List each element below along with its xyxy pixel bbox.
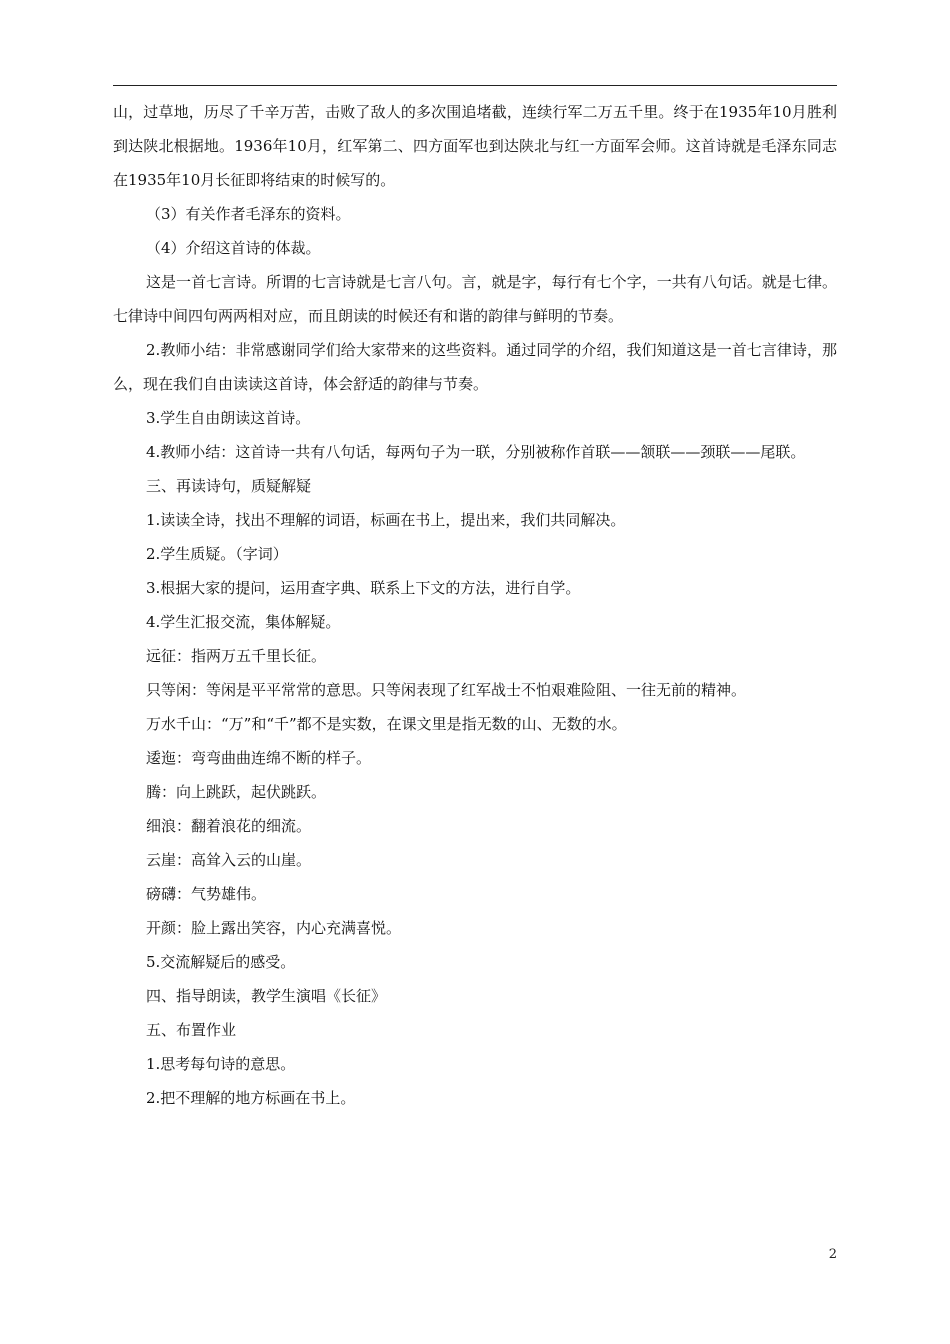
- section-heading-5: 五、布置作业: [146, 1021, 237, 1039]
- paragraph-1: 山，过草地，历尽了千辛万苦，击败了敌人的多次围追堵截，连续行军二万五千里。终于在1935年10月胜利到达陕北根据地。1936年10月，红军第二、四方面军也到达陕北与红一方面军会师。这首诗就是毛泽东同志在1935年10月长征即将结束的时候写的。: [113, 103, 837, 189]
- definition-yuanzheng: 远征：指两万五千里长征。: [146, 647, 327, 665]
- section-heading-4: 四、指导朗读，教学生演唱《长征》: [146, 987, 387, 1005]
- paragraph-3: （4）介绍这首诗的体裁。: [146, 239, 321, 257]
- homework-item-1: 1.思考每句诗的意思。: [146, 1055, 296, 1073]
- paragraph-12: 4.学生汇报交流，集体解疑。: [146, 613, 341, 631]
- section-heading-3: 三、再读诗句，质疑解疑: [146, 477, 312, 495]
- header-rule: [113, 85, 837, 86]
- definition-pangbo: 磅礴：气势雄伟。: [146, 885, 267, 903]
- definition-yunya: 云崖：高耸入云的山崖。: [146, 851, 312, 869]
- definition-kaiyan: 开颜：脸上露出笑容，内心充满喜悦。: [146, 919, 402, 937]
- definition-xilang: 细浪：翻着浪花的细流。: [146, 817, 312, 835]
- paragraph-9: 1.读读全诗，找出不理解的词语，标画在书上，提出来，我们共同解决。: [146, 511, 626, 529]
- definition-teng: 腾：向上跳跃，起伏跳跃。: [146, 783, 327, 801]
- paragraph-10: 2.学生质疑。（字词）: [146, 545, 288, 563]
- paragraph-4: 这是一首七言诗。所谓的七言诗就是七言八句。言，就是字，每行有七个字，一共有八句话。就是七律。七律诗中间四句两两相对应，而且朗读的时候还有和谐的韵律与鲜明的节奏。: [113, 273, 837, 325]
- definition-wanshuiqianshan: 万水千山：“万”和“千”都不是实数，在课文里是指无数的山、无数的水。: [146, 715, 627, 733]
- homework-item-2: 2.把不理解的地方标画在书上。: [146, 1089, 356, 1107]
- document-body: [113, 95, 837, 1115]
- definition-zhidengxian: 只等闲：等闲是平平常常的意思。只等闲表现了红军战士不怕艰难险阻、一往无前的精神。: [146, 681, 747, 699]
- paragraph-7: 4.教师小结：这首诗一共有八句话，每两句子为一联，分别被称作首联——颔联——颈联——尾联。: [146, 443, 806, 461]
- page-number: 2: [828, 1247, 837, 1262]
- paragraph-5: 2.教师小结：非常感谢同学们给大家带来的这些资料。通过同学的介绍，我们知道这是一首七言律诗，那么，现在我们自由读读这首诗，体会舒适的韵律与节奏。: [113, 341, 837, 393]
- paragraph-22: 5.交流解疑后的感受。: [146, 953, 296, 971]
- paragraph-11: 3.根据大家的提问，运用查字典、联系上下文的方法，进行自学。: [146, 579, 581, 597]
- definition-weiyi: 逶迤：弯弯曲曲连绵不断的样子。: [146, 749, 372, 767]
- paragraph-2: （3）有关作者毛泽东的资料。: [146, 205, 351, 223]
- paragraph-6: 3.学生自由朗读这首诗。: [146, 409, 311, 427]
